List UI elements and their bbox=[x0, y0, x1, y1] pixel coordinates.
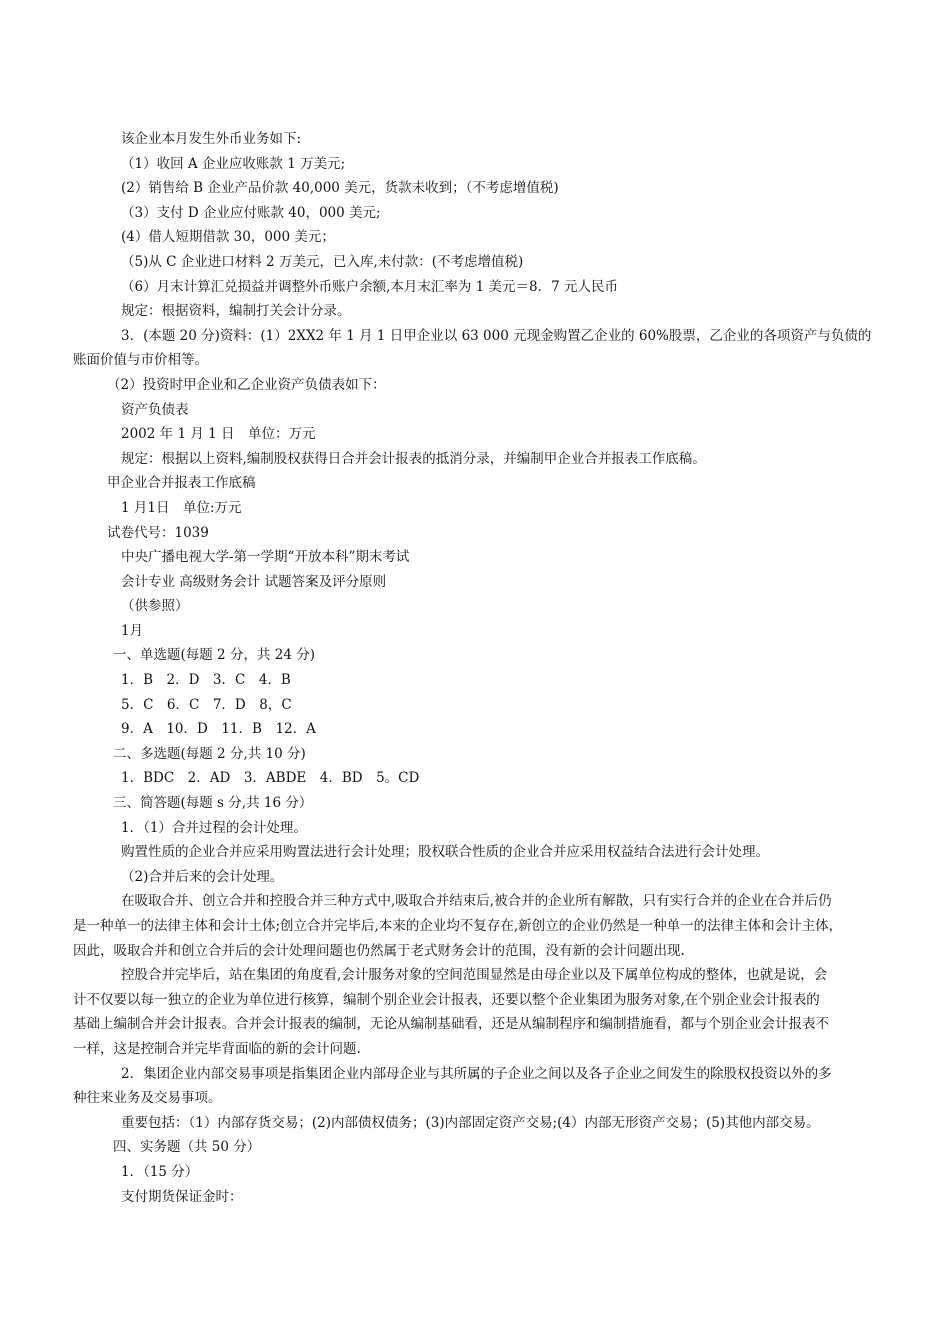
text-line: 2．集团企业内部交易事项是指集团企业内部母企业与其所属的子企业之间以及各子企业之间发生的除股权投资以外的多 bbox=[121, 1065, 832, 1082]
text-line: （1）收回 A 企业应收账款 1 万美元; bbox=[121, 155, 346, 172]
text-line: （3）支付 D 企业应付账款 40，000 美元; bbox=[121, 204, 381, 221]
section-heading: 四、实务题（共 50 分） bbox=[113, 1139, 261, 1156]
text-line: （2）投资时甲企业和乙企业资产负债表如下： bbox=[107, 376, 386, 393]
text-line: （6）月末计算汇兑损益并调整外币账户余额,本月末汇率为 1 美元＝8．7 元人民币 bbox=[121, 278, 619, 295]
text-line: 控股合并完毕后，站在集团的角度看,会计服务对象的空间范围显然是由母企业以及下属单位构成的整体，也就是说，会 bbox=[121, 967, 828, 984]
text-line: 资产负债表 bbox=[121, 401, 189, 418]
text-line: 规定：根据以上资料,编制股权获得日合并会计报表的抵消分录，并编制甲企业合并报表工作底稿。 bbox=[121, 450, 706, 467]
exam-title: 中央广播电视大学-第一学期“开放本科”期末考试 bbox=[121, 549, 410, 566]
paragraph-holding-merger bbox=[0, 963, 876, 1061]
text-line: 该企业本月发生外币业务如下: bbox=[121, 131, 302, 147]
text-line: 种往来业务及交易事项。 bbox=[73, 1090, 222, 1107]
answer-line: 9．A 10．D 11．B 12．A bbox=[121, 721, 316, 738]
text-line: 计不仅要以每一独立的企业为单位进行核算，编制个别企业会计报表，还要以整个企业集团为服务对象,在个别企业会计报表的 bbox=[73, 991, 820, 1008]
text-line: 1 月1日 单位:万元 bbox=[121, 499, 242, 516]
text-line: (2）销售给 B 企业产品价款 40,000 美元，货款未收到；（不考虑增值税) bbox=[121, 180, 559, 197]
text-line: 在吸取合并、创立合并和控股合并三种方式中,吸取合并结束后,被合并的企业所有解散，只有实行合并的企业在合并后仍 bbox=[121, 893, 832, 910]
paragraph-merger-types bbox=[0, 889, 876, 963]
text-line: 1．（1）合并过程的会计处理。 bbox=[121, 819, 307, 836]
text-line: 是一种单一的法律主体和会计土体;创立合并完毕后,本来的企业均不复存在,新创立的企业仍然是一种单一的法律主体和会计主体， bbox=[73, 918, 843, 934]
text-line: 甲企业合并报表工作底稿 bbox=[107, 475, 256, 492]
text-line: 2002 年 1 月 1 日 单位：万元 bbox=[121, 426, 316, 443]
text-line: 基础上编制合并会计报表。合并会计报表的编制，无论从编制基础看，还是从编制程序和编制措施看，都与个别企业会计报表不 bbox=[73, 1016, 829, 1033]
text-line: 账面价值与市价相等。 bbox=[73, 352, 208, 369]
document-body bbox=[0, 127, 950, 1209]
text-line: 支付期货保证金时： bbox=[121, 1188, 243, 1205]
text-line: (4）借人短期借款 30，000 美元； bbox=[121, 229, 335, 246]
section-heading: 一、单选题(每题 2 分，共 24 分) bbox=[113, 647, 315, 664]
exam-code: 试卷代号：1039 bbox=[107, 524, 209, 541]
exam-subtitle: 会计专业 高级财务会计 试题答案及评分原则 bbox=[121, 573, 387, 590]
section-heading: 三、简答题(每题 s 分,共 16 分） bbox=[113, 795, 313, 812]
text-line: 购置性质的企业合并应采用购置法进行会计处理；股权联合性质的企业合并应采用权益结合法进行会计处理。 bbox=[121, 844, 769, 861]
text-line: 3．(本题 20 分)资料：(1）2XX2 年 1 月 1 日甲企业以 63 000 元现金购置乙企业的 60%股票，乙企业的各项资产与负债的 bbox=[121, 327, 872, 344]
text-line: 因此，吸取合并和创立合并后的会计处理问题也仍然属于老式财务会计的范围，没有新的会计问题出现. bbox=[73, 942, 685, 959]
text-line: （5)从 C 企业进口材料 2 万美元，已入库,未付款：(不考虑增值税) bbox=[121, 253, 524, 270]
section-heading: 二、多选题(每题 2 分,共 10 分) bbox=[113, 745, 306, 762]
text-line: 1月 bbox=[121, 622, 144, 639]
paragraph-question-3 bbox=[0, 324, 876, 373]
answer-line: 5．C 6．C 7．D 8，C bbox=[121, 696, 292, 713]
text-line: 规定：根据资料，编制打关会计分录。 bbox=[121, 303, 351, 320]
text-line: 一样，这是控制合并完毕背面临的新的会计问题. bbox=[73, 1040, 361, 1057]
text-line: 1．（15 分） bbox=[121, 1163, 199, 1180]
text-line: 重要包括：（1）内部存货交易；(2)内部债权债务；(3)内部固定资产交易;(4）内部无形资产交易；(5)其他内部交易。 bbox=[121, 1114, 820, 1131]
answer-line: 1．BDC 2．AD 3．ABDE 4．BD 5。CD bbox=[121, 770, 420, 787]
answer-line: 1．B 2．D 3．C 4．B bbox=[121, 672, 291, 689]
text-line: （2)合并后来的会计处理。 bbox=[121, 868, 284, 885]
paragraph-internal-transactions bbox=[0, 1062, 876, 1111]
text-line: （供参照） bbox=[121, 598, 189, 615]
